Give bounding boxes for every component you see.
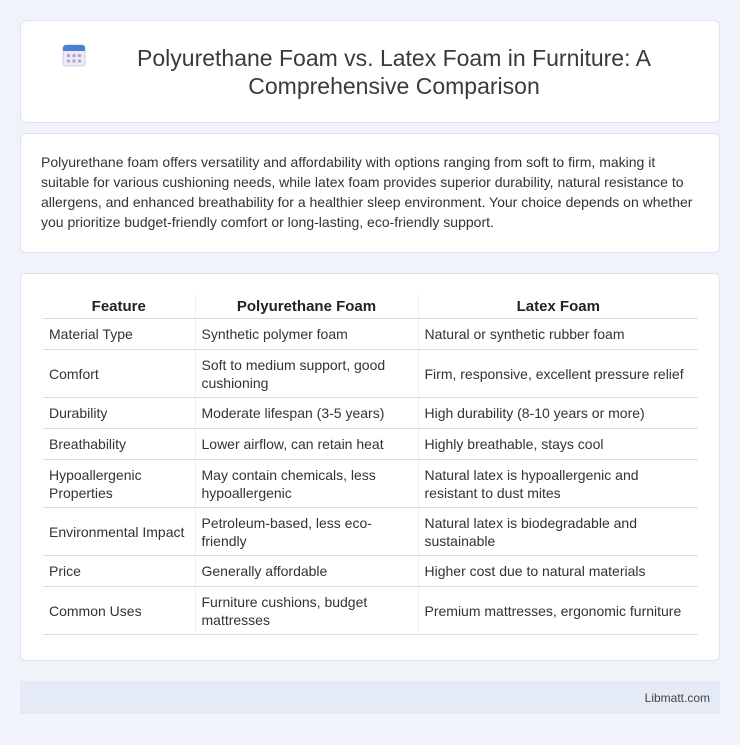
summary-text: Polyurethane foam offers versatility and affordability with options ranging from soft to firm, making it suitable for various cushioning needs, while latex foam provides superior durability, natural resistance to allergens, and enhanced breathability for a healthier sleep environment. Your choice depends on whether you prioritize budget-friendly comfort or long-lasting, eco-friendly support. xyxy=(41,154,693,230)
latex-cell: Natural latex is hypoallergenic and resistant to dust mites xyxy=(418,460,698,508)
latex-cell: Natural or synthetic rubber foam xyxy=(418,319,698,350)
page-title: Polyurethane Foam vs. Latex Foam in Furniture: A Comprehensive Comparison xyxy=(137,44,651,99)
table-row xyxy=(43,587,698,635)
feature-cell: Common Uses xyxy=(43,587,195,635)
feature-cell: Material Type xyxy=(43,319,195,350)
table-row xyxy=(43,429,698,460)
polyurethane-cell: May contain chemicals, less hypoallergenic xyxy=(195,460,418,508)
summary-card xyxy=(20,133,720,253)
polyurethane-cell: Generally affordable xyxy=(195,556,418,587)
comparison-table-card xyxy=(20,273,720,661)
footer xyxy=(20,681,720,714)
feature-cell: Price xyxy=(43,556,195,587)
header-polyurethane: Polyurethane Foam xyxy=(195,294,418,319)
footer-link[interactable]: Libmatt.com xyxy=(644,690,710,705)
latex-cell: Premium mattresses, ergonomic furniture xyxy=(418,587,698,635)
feature-cell: Comfort xyxy=(43,350,195,398)
polyurethane-cell: Synthetic polymer foam xyxy=(195,319,418,350)
polyurethane-cell: Petroleum-based, less eco-friendly xyxy=(195,508,418,556)
table-row xyxy=(43,460,698,508)
latex-cell: Firm, responsive, excellent pressure relief xyxy=(418,350,698,398)
table-row xyxy=(43,319,698,350)
feature-cell: Environmental Impact xyxy=(43,508,195,556)
polyurethane-cell: Soft to medium support, good cushioning xyxy=(195,350,418,398)
header-latex: Latex Foam xyxy=(418,294,698,319)
header xyxy=(21,21,719,122)
polyurethane-cell: Lower airflow, can retain heat xyxy=(195,429,418,460)
table-header-row xyxy=(43,294,698,319)
table-row xyxy=(43,398,698,429)
polyurethane-cell: Moderate lifespan (3-5 years) xyxy=(195,398,418,429)
calendar-icon xyxy=(61,42,87,68)
header-feature: Feature xyxy=(43,294,195,319)
polyurethane-cell: Furniture cushions, budget mattresses xyxy=(195,587,418,635)
feature-cell: Breathability xyxy=(43,429,195,460)
latex-cell: High durability (8-10 years or more) xyxy=(418,398,698,429)
feature-cell: Hypoallergenic Properties xyxy=(43,460,195,508)
comparison-table xyxy=(43,294,698,635)
table-row xyxy=(43,508,698,556)
latex-cell: Natural latex is biodegradable and sustainable xyxy=(418,508,698,556)
latex-cell: Highly breathable, stays cool xyxy=(418,429,698,460)
header-card xyxy=(20,20,720,123)
feature-cell: Durability xyxy=(43,398,195,429)
latex-cell: Higher cost due to natural materials xyxy=(418,556,698,587)
table-row xyxy=(43,350,698,398)
table-row xyxy=(43,556,698,587)
